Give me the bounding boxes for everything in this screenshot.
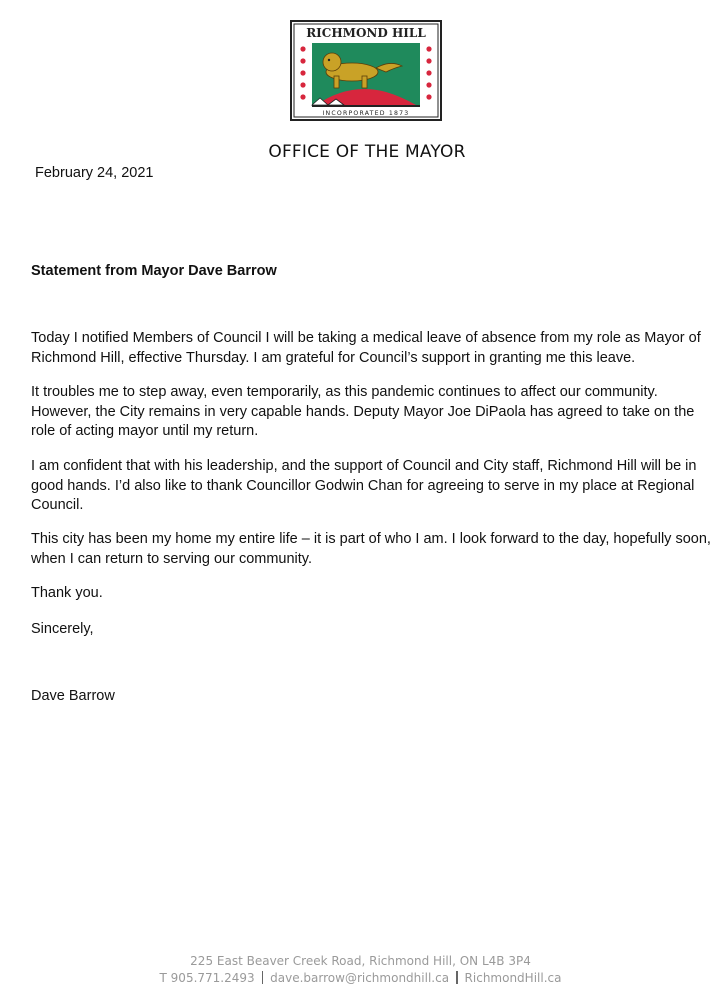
paragraph-1: Today I notified Members of Council I will be taking a medical leave of absence from my role as Mayor of Richmond Hill, effective Thursday. I am grateful for Council’s support in granting me this leave. — [31, 330, 701, 366]
closing-line: Sincerely, — [31, 621, 94, 637]
footer-address: 225 East Beaver Creek Road, Richmond Hill, ON L4B 3P4 — [190, 954, 531, 968]
footer-website[interactable]: RichmondHill.ca — [464, 971, 562, 985]
logo-text-bottom: INCORPORATED 1873 — [322, 110, 410, 117]
paragraph-2: It troubles me to step away, even temporarily, as this pandemic continues to affect our community. However, the City remains in very capable hands. Deputy Mayor Joe DiPaola has agreed to take on the role of acting mayor until my return. — [31, 384, 695, 439]
thank-you-line: Thank you. — [31, 585, 103, 601]
richmond-hill-crest-icon — [290, 20, 442, 121]
letter-date: February 24, 2021 — [35, 165, 154, 181]
city-logo — [290, 20, 442, 121]
paragraph-4: This city has been my home my entire life – it is part of who I am. I look forward to the day, hopefully soon, when I can return to serving our community. — [31, 531, 711, 567]
footer — [0, 953, 721, 987]
office-title: OFFICE OF THE MAYOR — [268, 142, 466, 162]
paragraph-3: I am confident that with his leadership, and the support of Council and City staff, Richmond Hill will be in good hands. I’d also like to thank Councillor Godwin Chan for agreeing to serve in my place at Regional Council. — [31, 458, 697, 513]
letter-heading: Statement from Mayor Dave Barrow — [31, 263, 277, 279]
footer-email[interactable]: dave.barrow@richmondhill.ca — [270, 971, 450, 985]
signer-name: Dave Barrow — [31, 688, 115, 704]
footer-divider — [262, 971, 264, 984]
footer-phone: T 905.771.2493 — [159, 971, 255, 985]
footer-contact — [0, 970, 721, 987]
footer-divider — [456, 971, 458, 984]
logo-text-top: RICHMOND HILL — [306, 26, 426, 40]
